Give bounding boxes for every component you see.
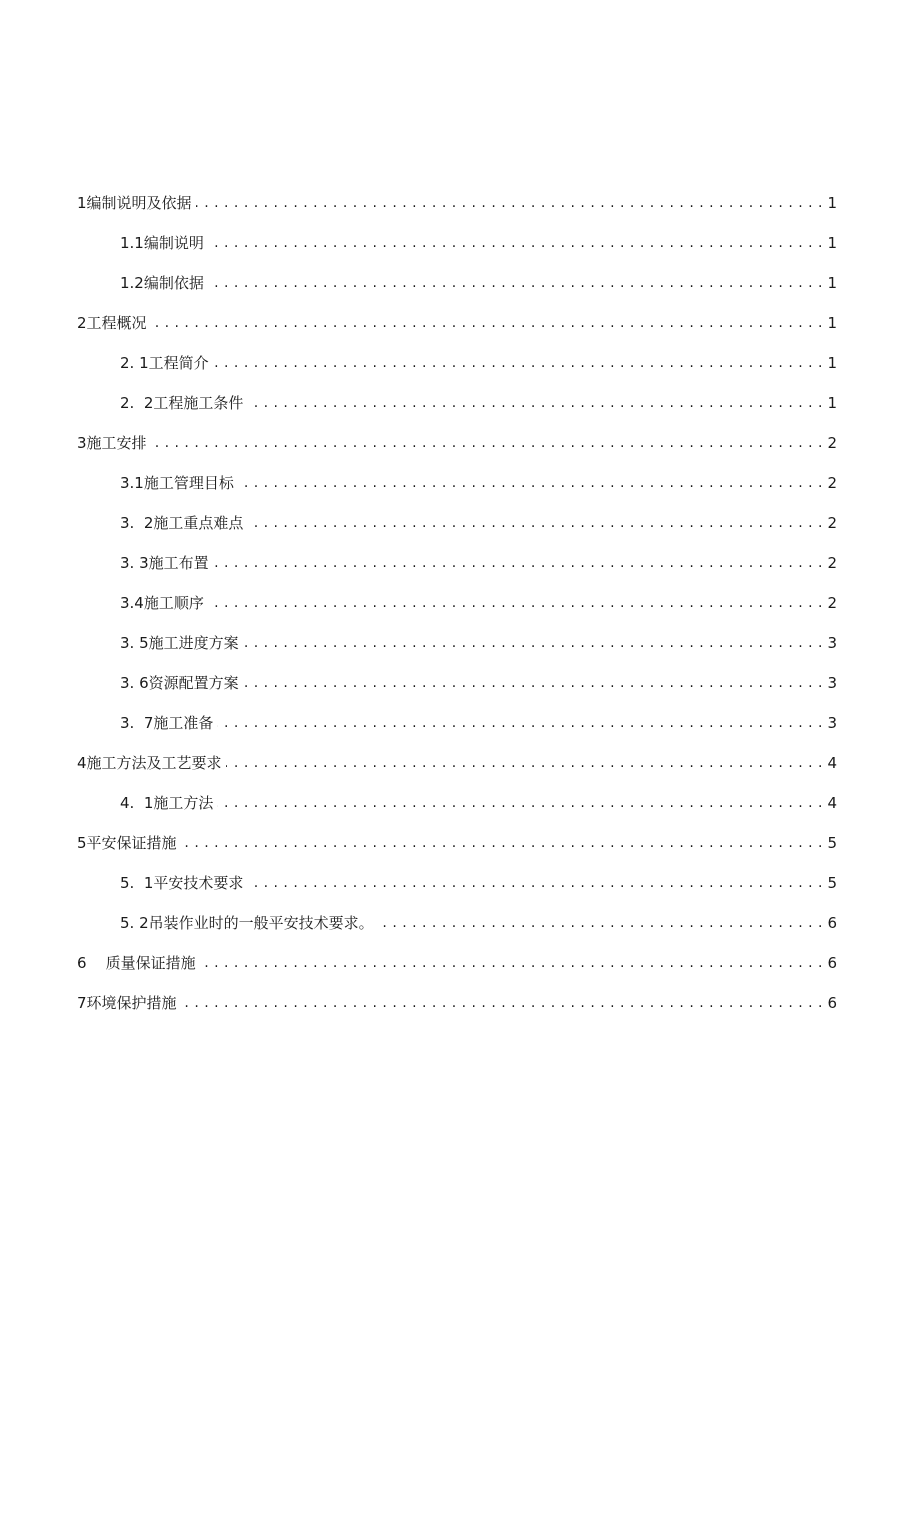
toc-dot-leader [213,343,823,383]
toc-page-number: 4 [827,794,837,812]
toc-entry-title: 4施工方法及工艺要求 [77,743,222,783]
toc-dot-leader [196,183,823,223]
toc-entry-title: 3施工安排 [77,423,147,463]
toc-entry-5-2[interactable] [0,903,920,943]
toc-dot-leader [247,863,823,903]
toc-dot-leader [378,903,823,943]
toc-entry-2-1[interactable] [0,343,920,383]
toc-entry-title: 2. 1工程简介 [120,343,209,383]
toc-page-number: 5 [827,834,837,852]
toc-page-number: 3 [827,674,837,692]
toc-page-number: 1 [827,274,837,292]
toc-page-number: 2 [827,594,837,612]
toc-entry-title: 1.2编制依据 [120,263,204,303]
toc-page-number: 2 [827,514,837,532]
toc-entry-title: 7环境保护措施 [77,983,177,1023]
table-of-contents [0,183,920,1023]
toc-entry-4-1[interactable] [0,783,920,823]
toc-entry-1-2[interactable] [0,263,920,303]
toc-entry-title: 3. 2施工重点难点 [120,503,243,543]
toc-entry-2[interactable] [0,303,920,343]
toc-entry-1[interactable] [0,183,920,223]
toc-entry-title: 3.4施工顺序 [120,583,204,623]
toc-entry-6[interactable] [0,943,920,983]
toc-dot-leader [208,583,823,623]
toc-page-number: 1 [827,194,837,212]
toc-dot-leader [208,263,823,303]
toc-page-number: 5 [827,874,837,892]
toc-entry-title: 5. 1平安技术要求 [120,863,243,903]
toc-entry-title: 1编制说明及依据 [77,183,192,223]
toc-entry-4[interactable] [0,743,920,783]
toc-entry-3-2[interactable] [0,503,920,543]
toc-dot-leader [243,663,823,703]
toc-entry-3[interactable] [0,423,920,463]
toc-dot-leader [213,543,823,583]
toc-page-number: 6 [827,954,837,972]
toc-page-number: 3 [827,714,837,732]
toc-entry-3-3[interactable] [0,543,920,583]
toc-dot-leader [151,303,823,343]
toc-entry-1-1[interactable] [0,223,920,263]
toc-page-number: 1 [827,314,837,332]
toc-entry-7[interactable] [0,983,920,1023]
toc-entry-3-6[interactable] [0,663,920,703]
toc-entry-title: 4. 1施工方法 [120,783,213,823]
toc-entry-title: 5. 2吊装作业时的一般平安技术要求。 [120,903,374,943]
toc-dot-leader [217,703,823,743]
toc-entry-title: 5平安保证措施 [77,823,177,863]
toc-dot-leader [238,463,823,503]
toc-dot-leader [200,943,823,983]
toc-entry-title: 1.1编制说明 [120,223,204,263]
toc-entry-title: 3. 7施工准备 [120,703,213,743]
toc-page-number: 1 [827,354,837,372]
toc-entry-title: 3. 3施工布置 [120,543,209,583]
toc-page-number: 3 [827,634,837,652]
toc-entry-title: 6 质量保证措施 [77,943,196,983]
toc-page-number: 6 [827,914,837,932]
toc-entry-title: 2工程概况 [77,303,147,343]
toc-entry-3-7[interactable] [0,703,920,743]
toc-page-number: 4 [827,754,837,772]
toc-dot-leader [181,983,823,1023]
toc-page-number: 1 [827,234,837,252]
toc-dot-leader [243,623,823,663]
toc-entry-3-5[interactable] [0,623,920,663]
toc-page-number: 1 [827,394,837,412]
toc-page-number: 6 [827,994,837,1012]
toc-dot-leader [151,423,823,463]
toc-page-number: 2 [827,474,837,492]
toc-dot-leader [226,743,823,783]
toc-entry-title: 3. 6资源配置方案 [120,663,239,703]
toc-entry-3-4[interactable] [0,583,920,623]
toc-entry-3-1[interactable] [0,463,920,503]
toc-entry-5[interactable] [0,823,920,863]
toc-page-number: 2 [827,554,837,572]
toc-dot-leader [247,503,823,543]
toc-entry-title: 3. 5施工进度方案 [120,623,239,663]
toc-entry-5-1[interactable] [0,863,920,903]
toc-entry-2-2[interactable] [0,383,920,423]
toc-dot-leader [247,383,823,423]
toc-page-number: 2 [827,434,837,452]
toc-entry-title: 2. 2工程施工条件 [120,383,243,423]
toc-dot-leader [217,783,823,823]
toc-dot-leader [181,823,823,863]
toc-dot-leader [208,223,823,263]
toc-entry-title: 3.1施工管理目标 [120,463,234,503]
